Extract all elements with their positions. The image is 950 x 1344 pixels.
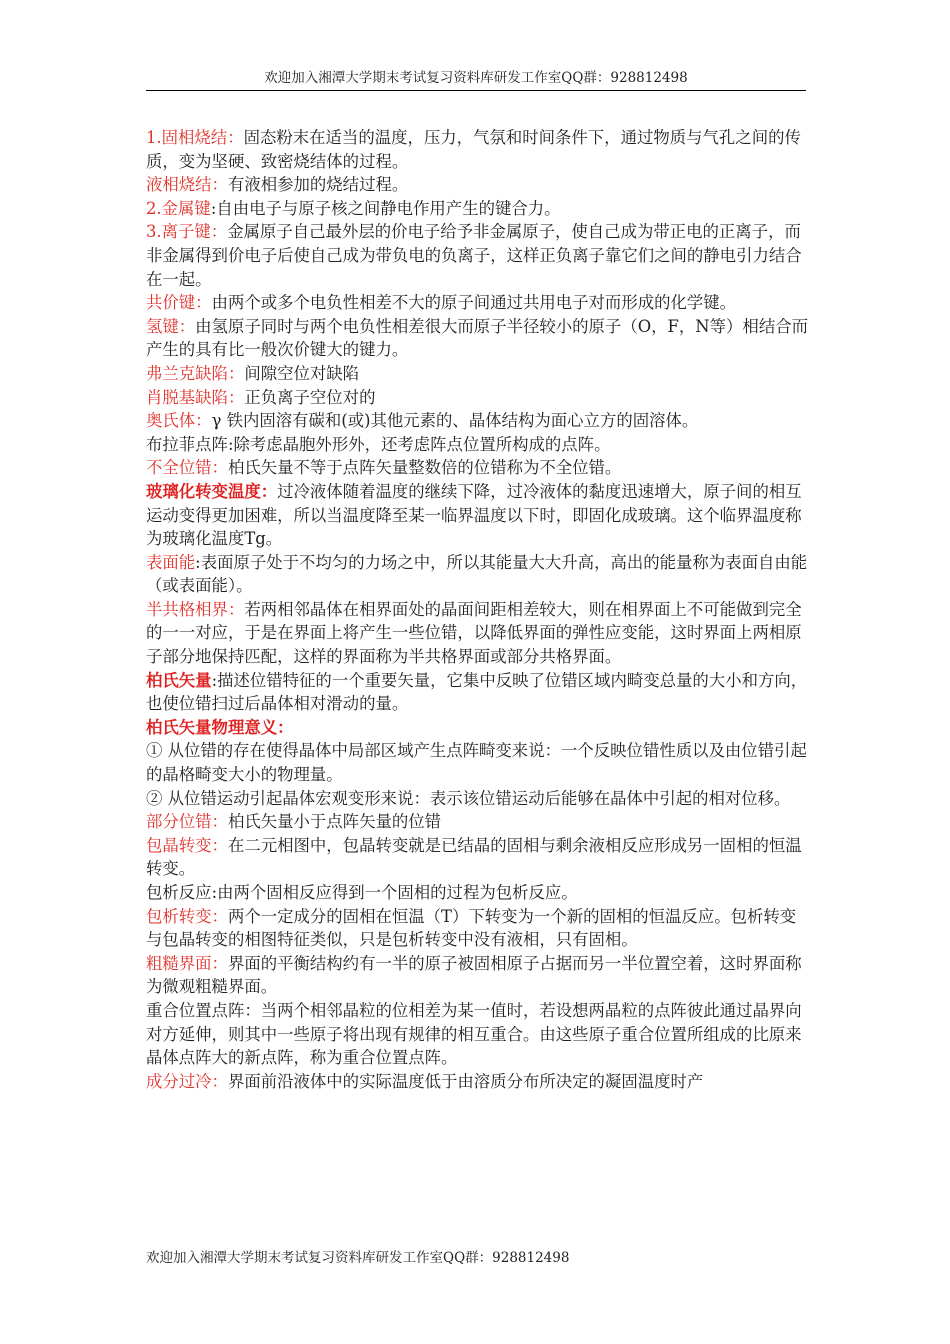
definition-text: 两个一定成分的固相在恒温（T）下转变为一个新的固相的恒温反应。包析转变与包晶转变的相图特征类似，只是包析转变中没有液相，只有固相。 — [146, 906, 797, 950]
definition-text: 有液相参加的烧结过程。 — [227, 175, 409, 195]
definition-text: 柏氏矢量不等于点阵矢量整数倍的位错称为不全位错。 — [227, 458, 622, 478]
definition-paragraph — [146, 409, 808, 433]
term-label: 肖脱基缺陷： — [146, 387, 245, 407]
definition-text: 过冷液体随着温度的继续下降，过冷液体的黏度迅速增大，原子间的相互运动变得更加困难，所以当温度降至某一临界温度以下时，即固化成玻璃。这个临界温度称为玻璃化温度Tg。 — [146, 481, 802, 549]
definition-text: 由两个或多个电负性相差不大的原子间通过共用电子对而形成的化学键。 — [211, 293, 737, 313]
definition-text: 界面的平衡结构约有一半的原子被固相原子占据而另一半位置空着，这时界面称为微观粗糙界面。 — [146, 953, 802, 997]
term-label: 包晶转变： — [146, 835, 228, 855]
term-label: 玻璃化转变温度： — [146, 481, 278, 501]
term-label: 氢键： — [146, 316, 196, 336]
definition-paragraph — [146, 291, 808, 315]
definition-paragraph — [146, 834, 808, 881]
definition-paragraph — [146, 810, 808, 834]
page-footer: 欢迎加入湘潭大学期末考试复习资料库研发工作室QQ群：928812498 — [146, 1250, 570, 1266]
term-label: 液相烧结： — [146, 175, 228, 195]
definition-text: :表面原子处于不均匀的力场之中，所以其能量大大升高，高出的能量称为表面自由能（或表面能）。 — [146, 552, 808, 596]
definition-text: γ 铁内固溶有碳和(或)其他元素的、晶体结构为面心立方的固溶体。 — [211, 411, 699, 431]
definition-text: 金属原子自己最外层的价电子给予非金属原子，使自己成为带正电的正离子，而非金属得到价电子后使自己成为带负电的负离子，这样正负离子靠它们之间的静电引力结合在一起。 — [146, 222, 802, 289]
term-label: 奥氏体： — [146, 411, 212, 431]
definition-paragraph — [146, 362, 808, 386]
definition-text: 正负离子空位对的 — [244, 387, 376, 407]
definition-paragraph — [146, 598, 808, 669]
term-label: 包析转变： — [146, 906, 228, 926]
definition-paragraph — [146, 669, 808, 716]
term-label: 共价键： — [146, 293, 212, 313]
term-label: 不全位错： — [146, 458, 228, 478]
term-label: 包析反应 — [146, 883, 212, 902]
definition-paragraph — [146, 220, 808, 291]
definition-paragraph — [146, 905, 808, 952]
term-label: 1.固相烧结： — [146, 128, 244, 147]
document-body — [146, 126, 808, 1093]
definition-text: 若两相邻晶体在相界面处的晶面间距相差较大，则在相界面上不可能做到完全的一一对应，于是在界面上将产生一些位错，以降低界面的弹性应变能，这时界面上两相原子部分地保持匹配，这样的界面称为半共格界面或部分共格界面。 — [146, 599, 802, 667]
definition-paragraph — [146, 480, 808, 551]
definition-text: 固态粉末在适当的温度，压力，气氛和时间条件下，通过物质与气孔之间的传质，变为坚硬、致密烧结体的过程。 — [146, 128, 801, 171]
definition-paragraph — [146, 739, 808, 786]
definition-paragraph — [146, 716, 808, 740]
definition-paragraph — [146, 952, 808, 999]
definition-paragraph — [146, 881, 808, 905]
term-label: 表面能 — [146, 552, 196, 572]
definition-text: 当两个相邻晶粒的位相差为某一值时，若设想两晶粒的点阵彼此通过晶界向对方延伸，则其中一些原子将出现有规律的相互重合。由这些原子重合位置所组成的比原来晶体点阵大的新点阵，称为重合位置点阵。 — [146, 1000, 802, 1068]
definition-paragraph — [146, 787, 808, 811]
definition-text: :除考虑晶胞外形外，还考虑阵点位置所构成的点阵。 — [227, 434, 611, 454]
definition-paragraph — [146, 126, 808, 173]
definition-text: :描述位错特征的一个重要矢量，它集中反映了位错区域内畸变总量的大小和方向，也使位错扫过后晶体相对滑动的量。 — [146, 670, 808, 714]
term-label: 3.离子键： — [146, 222, 228, 242]
definition-paragraph — [146, 433, 808, 457]
definition-paragraph — [146, 1070, 808, 1094]
term-label: 弗兰克缺陷： — [146, 363, 245, 383]
term-label: 成分过冷： — [146, 1071, 228, 1091]
term-label: 半共格相界： — [146, 599, 245, 619]
term-label: 布拉菲点阵 — [146, 434, 228, 454]
page-header: 欢迎加入湘潭大学期末考试复习资料库研发工作室QQ群：928812498 — [146, 66, 806, 91]
definition-text: 界面前沿液体中的实际温度低于由溶质分布所决定的凝固温度时产 — [227, 1071, 704, 1091]
definition-text: 在二元相图中，包晶转变就是已结晶的固相与剩余液相反应形成另一固相的恒温转变。 — [146, 835, 802, 879]
term-label: 柏氏矢量物理意义： — [146, 717, 294, 737]
definition-text: :自由电子与原子核之间静电作用产生的键合力。 — [210, 198, 561, 218]
term-label: 重合位置点阵： — [146, 1000, 261, 1020]
definition-text: ① 从位错的存在使得晶体中局部区域产生点阵畸变来说：一个反映位错性质以及由位错引起的晶格畸变大小的物理量。 — [146, 741, 807, 785]
definition-paragraph — [146, 999, 808, 1070]
term-label: 2.金属键 — [146, 198, 211, 218]
definition-paragraph — [146, 551, 808, 598]
term-label: 部分位错： — [146, 812, 228, 832]
definition-text: 由氢原子同时与两个电负性相差很大而原子半径较小的原子（O，F，N等）相结合而产生的具有比一般次价键大的键力。 — [146, 316, 808, 360]
definition-paragraph — [146, 173, 808, 197]
definition-text: 柏氏矢量小于点阵矢量的位错 — [227, 812, 442, 832]
definition-paragraph — [146, 456, 808, 480]
definition-paragraph — [146, 315, 808, 362]
term-label: 柏氏矢量 — [146, 670, 212, 690]
definition-text: 间隙空位对缺陷 — [244, 363, 360, 383]
definition-paragraph — [146, 386, 808, 410]
definition-text: :由两个固相反应得到一个固相的过程为包析反应。 — [211, 883, 578, 902]
term-label: 粗糙界面： — [146, 953, 228, 973]
definition-paragraph — [146, 197, 808, 221]
definition-text: ② 从位错运动引起晶体宏观变形来说：表示该位错运动后能够在晶体中引起的相对位移。 — [146, 788, 791, 808]
